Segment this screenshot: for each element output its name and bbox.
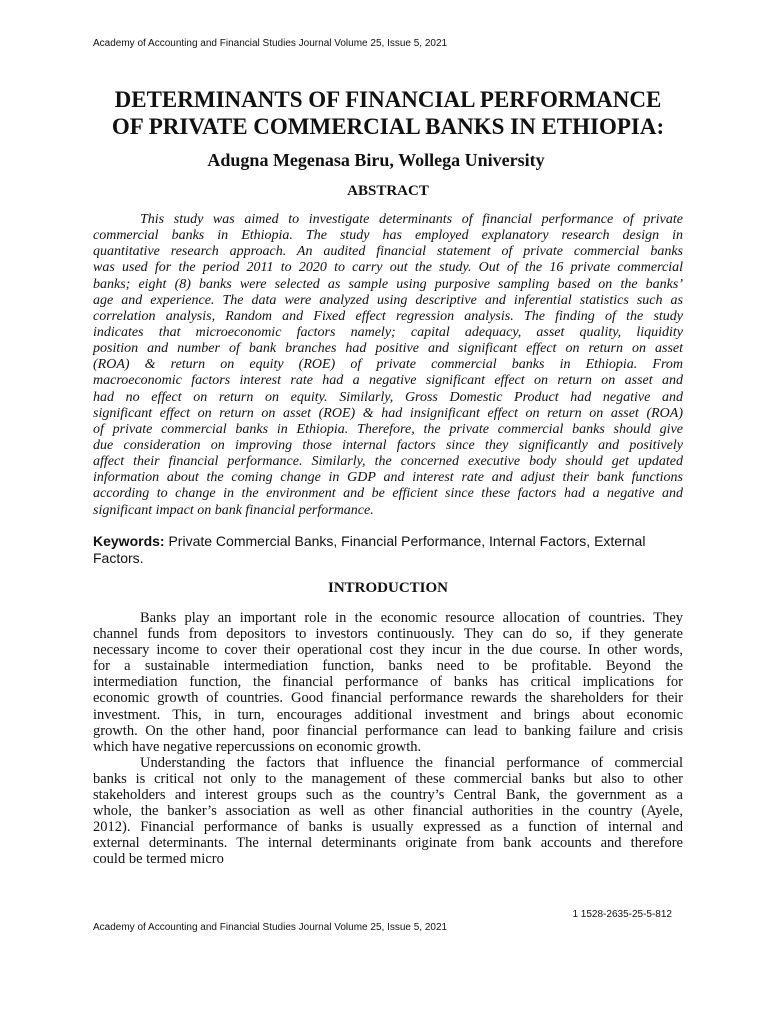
keywords <box>93 533 683 566</box>
intro-line: necessary income to cover their operational cost they incur in the due course. In other words, <box>93 642 683 659</box>
intro-line: Banks play an important role in the economic resource allocation of countries. They <box>140 610 683 626</box>
paper-title <box>93 86 683 140</box>
abstract-line: significant impact on bank financial performance. <box>93 502 374 518</box>
abstract-heading: ABSTRACT <box>347 183 429 199</box>
abstract-line: significant effect on return on asset (ROE) & had insignificant effect on return on asset (ROA) <box>93 405 683 421</box>
abstract-body <box>93 212 683 519</box>
intro-line: stakeholders and interest groups such as the country’s Central Bank, the government as a <box>93 787 683 804</box>
intro-line: Understanding the factors that influence the financial performance of commercial <box>140 754 683 771</box>
abstract-line: was used for the period 2011 to 2020 to carry out the study. Out of the 16 private commercial <box>93 260 683 276</box>
keywords-text: Private Commercial Banks, Financial Performance, Internal Factors, External Factors. <box>93 533 646 566</box>
abstract-line: affect their financial performance. Similarly, the concerned executive body should get updated <box>93 454 683 470</box>
intro-line: whole, the banker’s association as well as other financial authorities in the country (Ayele, <box>93 803 683 820</box>
intro-line: economic growth of countries. Good financial performance rewards the shareholders for their <box>93 690 683 707</box>
abstract-line: commercial banks in Ethiopia. The study has employed explanatory research design in <box>93 228 683 244</box>
abstract-line: position and number of bank branches had positive and significant effect on return on asset <box>93 341 683 357</box>
abstract-line: due consideration on improving those internal factors since they significantly and positively <box>93 437 683 453</box>
introduction-body <box>93 610 683 868</box>
title-line: DETERMINANTS OF FINANCIAL PERFORMANCE <box>114 87 662 112</box>
paragraph <box>93 610 683 755</box>
abstract-line: quantitative research approach. An audited financial statement of private commercial banks <box>93 244 683 260</box>
running-footer: Academy of Accounting and Financial Studies Journal Volume 25, Issue 5, 2021 <box>93 922 448 933</box>
running-header: Academy of Accounting and Financial Studies Journal Volume 25, Issue 5, 2021 <box>93 38 448 49</box>
keywords-label: Keywords: <box>93 533 165 549</box>
intro-line: external determinants. The internal determinants originate from bank accounts and therefore <box>93 835 683 852</box>
intro-line: intermediation function, the financial performance of banks has critical implications for <box>93 674 683 691</box>
abstract-line: had no effect on return on equity. Similarly, Gross Domestic Product had negative and <box>93 389 683 405</box>
intro-line: channel funds from depositors to investors continuously. They can do so, if they generate <box>93 626 683 643</box>
intro-line: for a sustainable intermediation function, banks need to be profitable. Beyond the <box>93 658 683 675</box>
abstract-line: according to change in the environment and be efficient since these factors had a negative and <box>93 486 683 502</box>
abstract-line: macroeconomic factors interest rate had a negative significant effect on return on asset and <box>93 373 683 389</box>
page-code: 1 1528-2635-25-5-812 <box>572 909 672 920</box>
abstract-line: information about the coming change in GDP and interest rate and adjust their bank functions <box>93 470 683 486</box>
abstract-line: This study was aimed to investigate determinants of financial performance of private <box>140 212 683 227</box>
intro-line: growth. On the other hand, poor financial performance can lead to banking failure and crisis <box>93 722 683 739</box>
abstract-line: age and experience. The data were analyzed using descriptive and inferential statistics such as <box>93 292 683 308</box>
abstract-line: (ROA) & return on equity (ROE) of private commercial banks in Ethiopia. From <box>93 357 683 373</box>
abstract-line: banks; eight (8) banks were selected as sample using purposive sampling based on the banks’ <box>93 276 683 292</box>
abstract-line: indicates that microeconomic factors namely; capital adequacy, asset quality, liquidity <box>93 324 683 340</box>
intro-line: investment. This, in turn, encourages additional investment and brings about economic <box>93 706 683 723</box>
abstract-line: correlation analysis, Random and Fixed effect regression analysis. The finding of the study <box>93 308 683 324</box>
title-line: OF PRIVATE COMMERCIAL BANKS IN ETHIOPIA: <box>111 114 665 139</box>
introduction-heading: INTRODUCTION <box>327 580 448 596</box>
intro-line: banks is critical not only to the management of these commercial banks but also to other <box>93 770 683 787</box>
abstract-line: of private commercial banks in Ethiopia. Therefore, the private commercial banks should give <box>93 421 683 437</box>
intro-line: 2012). Financial performance of banks is usually expressed as a function of internal and <box>93 819 683 836</box>
paragraph <box>93 755 683 868</box>
intro-line: which have negative repercussions on economic growth. <box>93 738 422 755</box>
intro-line: could be termed micro <box>93 851 224 868</box>
author-affiliation: Adugna Megenasa Biru, Wollega University <box>207 150 545 170</box>
